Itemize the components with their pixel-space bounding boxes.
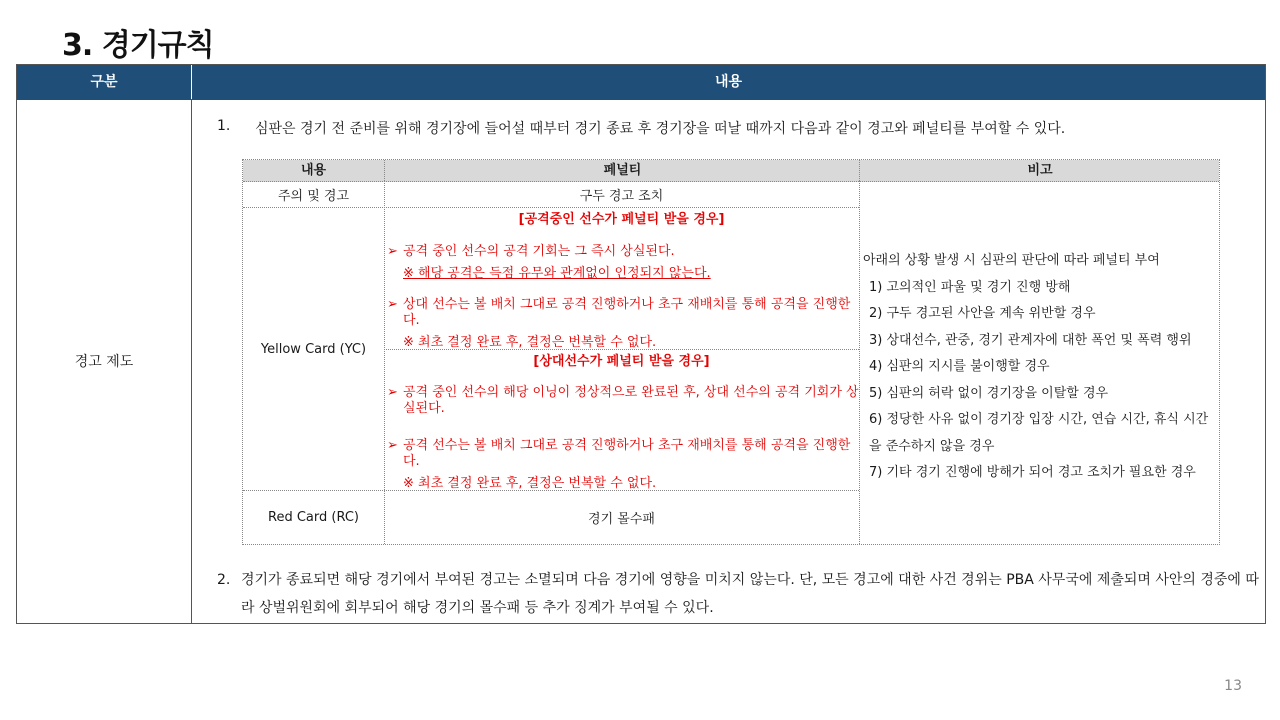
remarks-item: 5) 심판의 허락 없이 경기장을 이탈할 경우 — [869, 385, 1109, 401]
penalty-header-content: 내용 — [300, 163, 327, 178]
remarks-item: 1) 고의적인 파울 및 경기 진행 방해 — [869, 279, 1071, 295]
yc-section2-title: [상대선수가 페널티 받을 경우] — [533, 354, 710, 369]
remarks-cell — [863, 248, 1219, 487]
arrow-bullet-icon: ➢ — [387, 297, 398, 312]
remarks-item: 3) 상대선수, 관중, 경기 관계자에 대한 폭언 및 폭력 행위 — [869, 332, 1192, 348]
column-divider — [191, 99, 192, 623]
table-header — [17, 64, 1265, 100]
penalty-table — [242, 159, 1220, 545]
penalty-header-remarks: 비고 — [859, 160, 1220, 181]
bullet-text: 공격 중인 선수의 공격 기회는 그 즉시 상실된다. — [403, 244, 675, 259]
header-category: 구분 — [90, 74, 118, 90]
page-title: 3. 경기규칙 — [62, 28, 214, 63]
category-cell: 경고 제도 — [74, 354, 134, 370]
red-card-penalty: 경기 몰수패 — [588, 512, 655, 527]
paragraph-text: 심판은 경기 전 준비를 위해 경기장에 들어설 때부터 경기 종료 후 경기장을 떠날 때까지 다음과 같이 경고와 페널티를 부여할 수 있다. — [255, 121, 1066, 137]
penalty-header-penalty: 페널티 — [384, 160, 860, 181]
page-number: 13 — [1224, 678, 1242, 694]
remarks-item: 6) 정당한 사유 없이 경기장 입장 시간, 연습 시간, 휴식 시간을 준수하지 않을 경우 — [869, 412, 1209, 454]
row-warning-label: 주의 및 경고 — [277, 188, 350, 204]
yc-note: ※ 해당 공격은 득점 유무와 관계없이 인정되지 않는다. — [403, 266, 711, 281]
yc-note: ※ 최초 결정 완료 후, 결정은 번복할 수 없다. — [403, 476, 657, 491]
yc-section1-title: [공격중인 선수가 페널티 받을 경우] — [518, 212, 725, 227]
bullet-text: 상대 선수는 볼 배치 그대로 공격 진행하거나 초구 재배치를 통해 공격을 진행한다. — [403, 297, 851, 328]
arrow-bullet-icon: ➢ — [387, 385, 398, 400]
row-warning-penalty: 구두 경고 조치 — [579, 188, 664, 204]
remarks-item: 2) 구두 경고된 사안을 계속 위반할 경우 — [869, 306, 1096, 321]
remarks-item: 4) 심판의 지시를 불이행할 경우 — [869, 359, 1050, 374]
header-content: 내용 — [191, 65, 1265, 100]
remarks-intro: 아래의 상황 발생 시 심판의 판단에 따라 페널티 부여 — [863, 253, 1160, 268]
bullet-text: 공격 중인 선수의 해당 이닝이 정상적으로 완료된 후, 상대 선수의 공격 기회가 상실된다. — [403, 385, 859, 416]
yc-note: ※ 최초 결정 완료 후, 결정은 번복할 수 없다. — [403, 335, 657, 350]
paragraph-number: 2. — [217, 572, 231, 588]
arrow-bullet-icon: ➢ — [387, 244, 398, 259]
paragraph-number: 1. — [217, 118, 231, 134]
arrow-bullet-icon: ➢ — [387, 438, 398, 453]
yellow-card-label: Yellow Card (YC) — [260, 341, 367, 357]
column-divider — [859, 181, 860, 544]
remarks-item: 7) 기타 경기 진행에 방해가 되어 경고 조치가 필요한 경우 — [869, 465, 1196, 480]
red-card-label: Red Card (RC) — [268, 510, 359, 525]
bullet-text: 공격 선수는 볼 배치 그대로 공격 진행하거나 초구 재배치를 통해 공격을 진행한다. — [403, 438, 851, 469]
penalty-table-header — [243, 160, 1219, 182]
paragraph-text: 경기가 종료되면 해당 경기에서 부여된 경고는 소멸되며 다음 경기에 영향을 미치지 않는다. 단, 모든 경고에 대한 사건 경위는 PBA 사무국에 제출되며 사안의 경중에 따라 상벌위원회에 회부되어 해당 경기의 몰수패 등 추가 징계가 부여될 수 있다. — [241, 572, 1259, 616]
